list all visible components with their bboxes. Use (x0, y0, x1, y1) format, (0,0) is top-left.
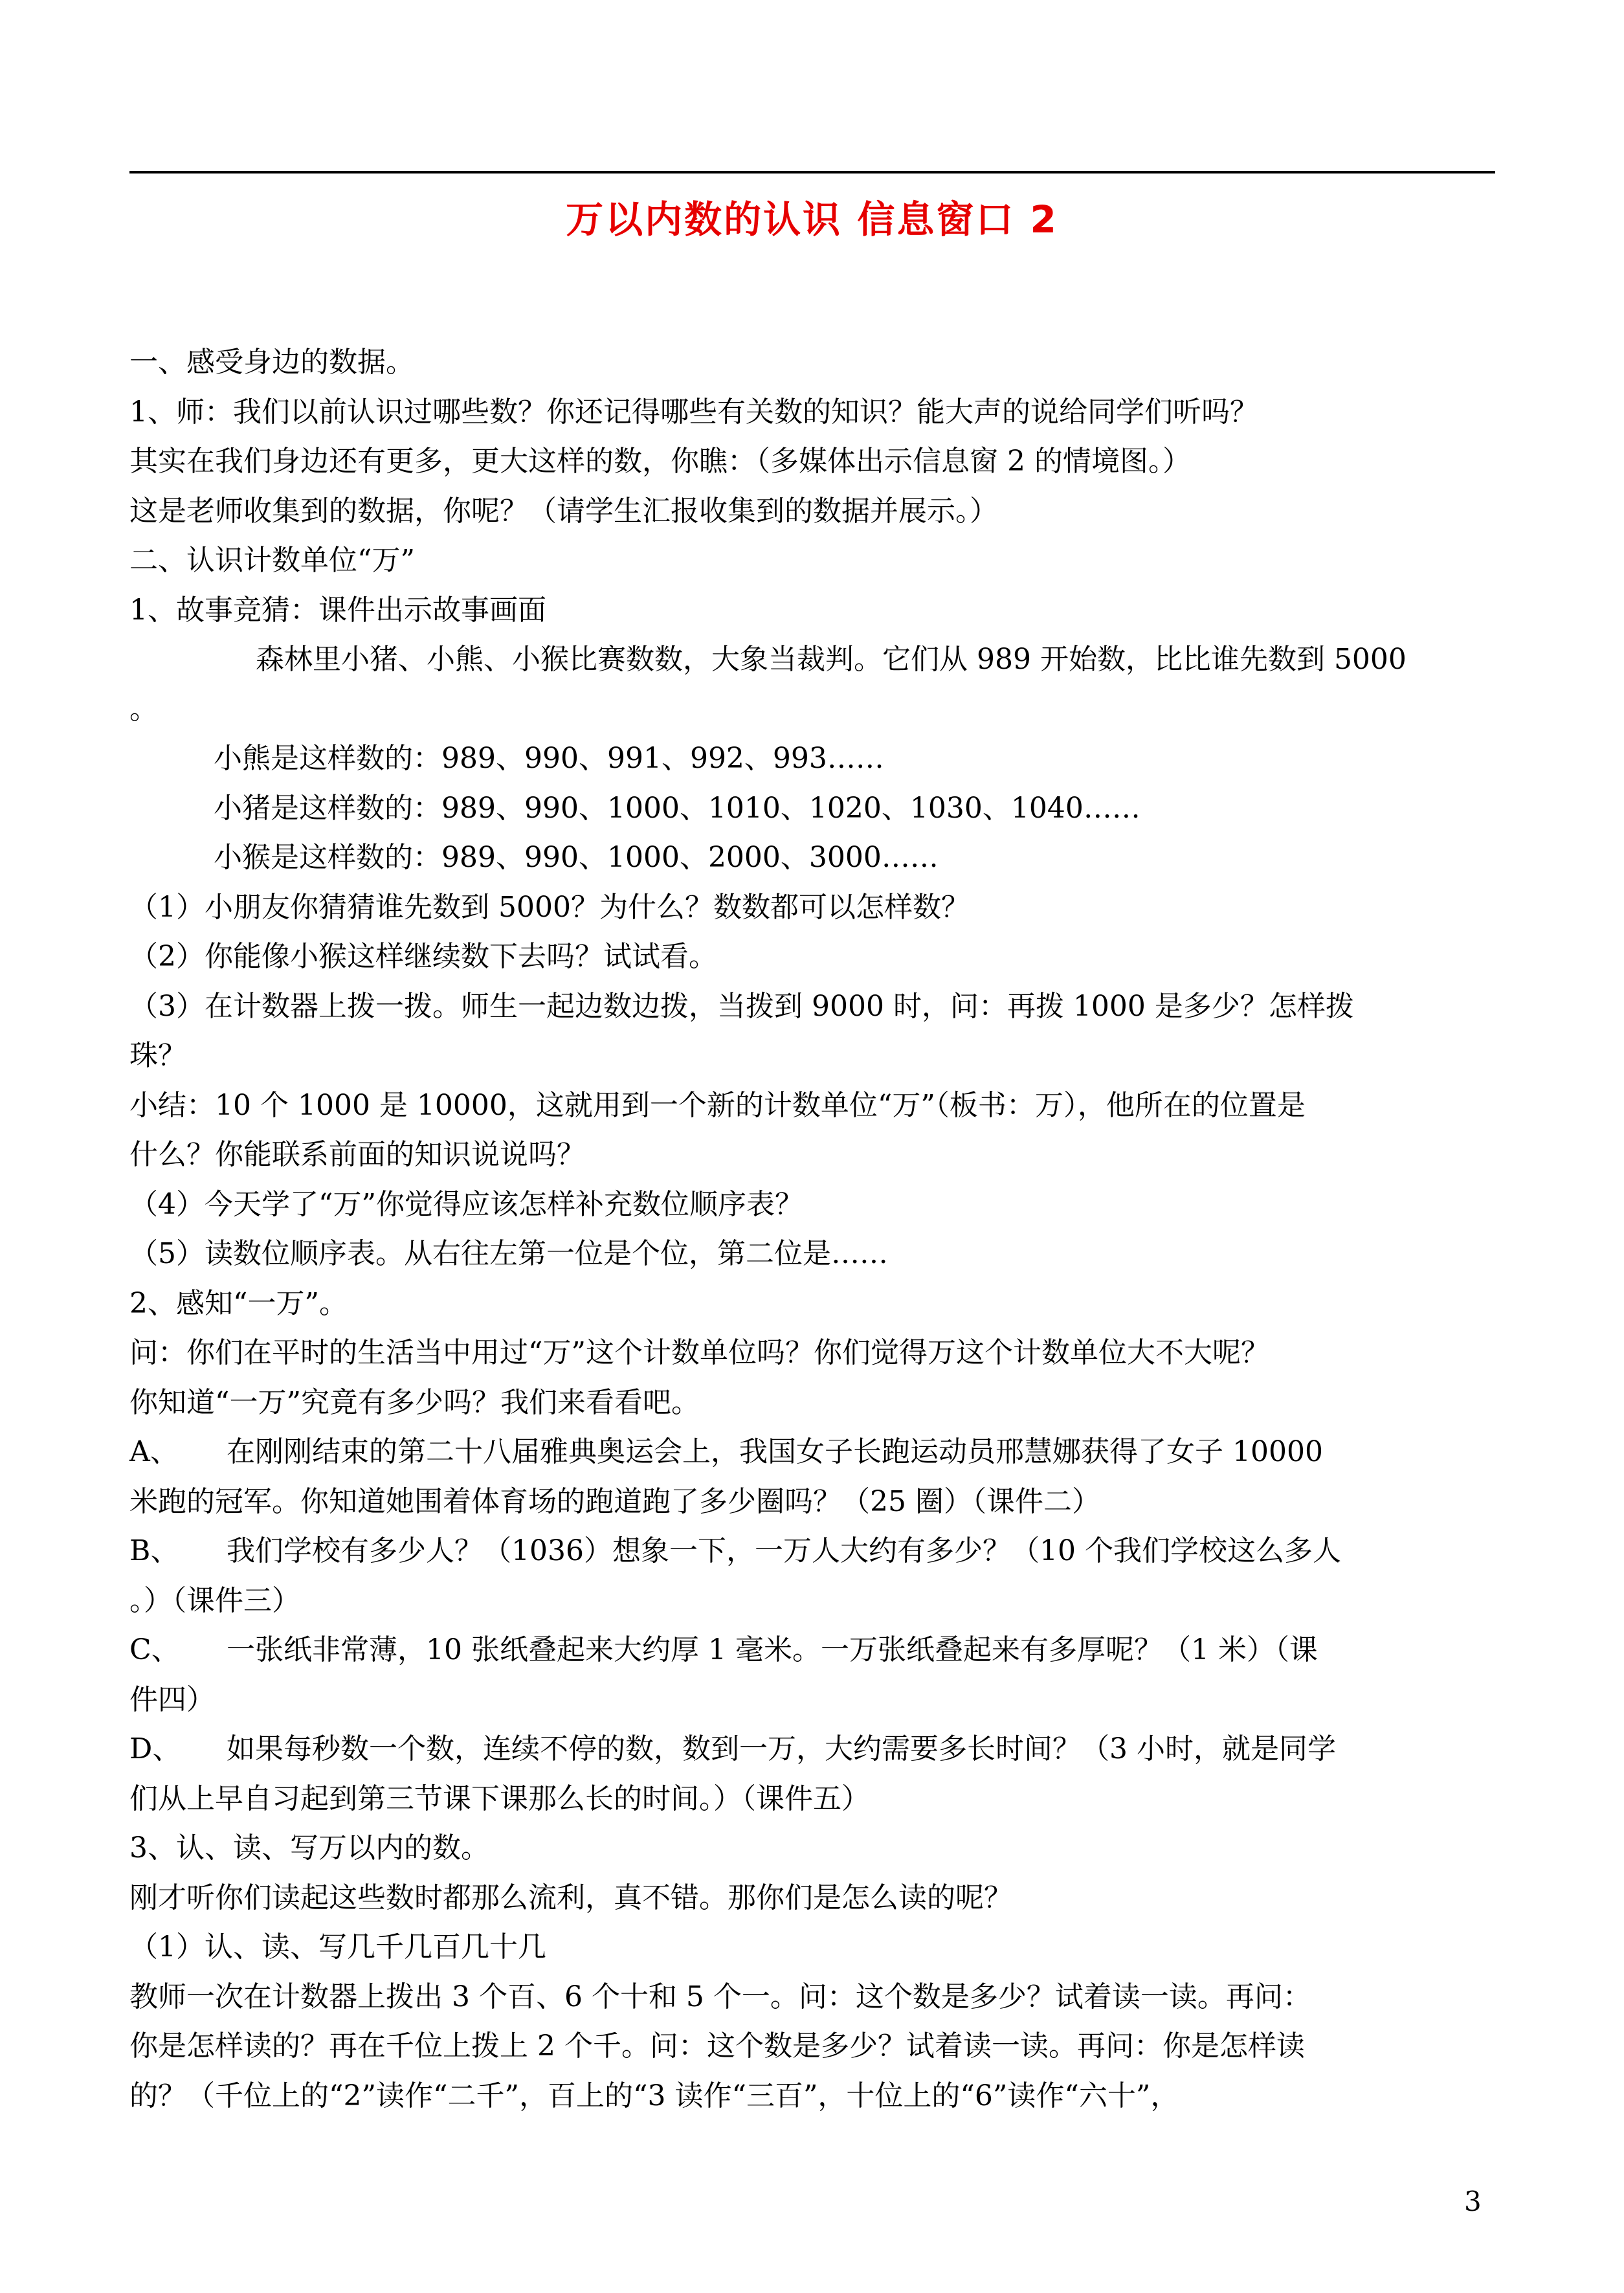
paragraph: 刚才听你们读起这些数时都那么流利，真不错。那你们是怎么读的呢？ (129, 1881, 1012, 1914)
question-item: （4）今天学了“万”你觉得应该怎样补充数位顺序表？ (129, 1187, 803, 1221)
list-item-b: B、 我们学校有多少人？（1036）想象一下，一万人大约有多少？（10 个我们学校这么多人 (129, 1527, 1498, 1576)
page-number: 3 (1464, 2186, 1482, 2217)
paragraph: 其实在我们身边还有更多，更大这样的数，你瞧：（多媒体出示信息窗 2 的情境图。） (129, 445, 1191, 478)
paragraph: 1、故事竞猜：课件出示故事画面 (129, 593, 546, 627)
question-item: （1）认、读、写几千几百几十几 (129, 1930, 546, 1963)
question-item: （1）小朋友你猜猜谁先数到 5000？为什么？数数都可以怎样数？ (129, 890, 970, 924)
summary-paragraph: 小结：10 个 1000 是 10000，这就用到一个新的计数单位“万”（板书：万），他所在的位置是 (129, 1088, 1306, 1122)
count-line-pig: 小猪是这样数的：989、990、1000、1010、1020、1030、1040…… (214, 791, 1140, 825)
document-body (129, 338, 1498, 2121)
section-heading-2: 二、认识计数单位“万” (129, 544, 415, 577)
paragraph: 教师一次在计数器上拨出 3 个百、6 个十和 5 个一。问：这个数是多少？试着读一读。再问： (129, 1980, 1311, 2013)
story-paragraph: 森林里小猪、小熊、小猴比赛数数，大象当裁判。它们从 989 开始数，比比谁先数到 5000 (256, 643, 1407, 676)
list-label: D、 (129, 1732, 181, 1765)
paragraph: 。）（课件三） (129, 1583, 300, 1617)
list-label: B、 (129, 1534, 179, 1567)
document-title: 万以内数的认识 信息窗口 2 (566, 197, 1058, 241)
paragraph: 米跑的冠军。你知道她围着体育场的跑道跑了多少圈吗？（25 圈）（课件二） (129, 1484, 1100, 1518)
paragraph: 们从上早自习起到第三节课下课那么长的时间。）（课件五） (129, 1782, 870, 1815)
question-item: （2）你能像小猴这样继续数下去吗？试试看。 (129, 940, 717, 973)
list-label: C、 (129, 1633, 180, 1666)
count-line-bear: 小熊是这样数的：989、990、991、992、993…… (214, 742, 884, 775)
question-item: （5）读数位顺序表。从右往左第一位是个位，第二位是…… (129, 1237, 888, 1270)
subsection-heading: 3、认、读、写万以内的数。 (129, 1831, 489, 1864)
paragraph: 1、师：我们以前认识过哪些数？你还记得哪些有关数的知识？能大声的说给同学们听吗？ (129, 395, 1258, 429)
list-item-c: C、 一张纸非常薄，10 张纸叠起来大约厚 1 毫米。一万张纸叠起来有多厚呢？（1 米）（课 (129, 1626, 1498, 1675)
section-heading-1: 一、感受身边的数据。 (129, 346, 414, 379)
paragraph: 问：你们在平时的生活当中用过“万”这个计数单位吗？你们觉得万这个计数单位大不大呢？ (129, 1336, 1269, 1369)
paragraph: 的？（千位上的“2”读作“二千”，百上的“3 读作“三百”，十位上的“6”读作“六十”， (129, 2079, 1179, 2112)
list-label: A、 (129, 1435, 179, 1468)
count-line-monkey: 小猴是这样数的：989、990、1000、2000、3000…… (214, 841, 939, 874)
list-item-a: A、 在刚刚结束的第二十八届雅典奥运会上，我国女子长跑运动员邢慧娜获得了女子 10000 (129, 1427, 1498, 1477)
header-rule (129, 171, 1495, 173)
paragraph: 件四） (129, 1683, 215, 1716)
paragraph: 珠？ (129, 1039, 186, 1072)
paragraph: 这是老师收集到的数据，你呢？（请学生汇报收集到的数据并展示。） (129, 494, 998, 528)
paragraph: 。 (129, 692, 158, 726)
question-item: （3）在计数器上拨一拨。师生一起边数边拨，当拨到 9000 时，问：再拨 1000 是多少？怎样拨 (129, 989, 1354, 1023)
list-item-d: D、 如果每秒数一个数，连续不停的数，数到一万，大约需要多长时间？（3 小时，就是同学 (129, 1725, 1498, 1774)
paragraph: 你是怎样读的？再在千位上拨上 2 个千。问：这个数是多少？试着读一读。再问：你是怎样读 (129, 2030, 1305, 2063)
paragraph: 什么？你能联系前面的知识说说吗？ (129, 1138, 585, 1171)
subsection-heading: 2、感知“一万”。 (129, 1286, 348, 1320)
paragraph: 你知道“一万”究竟有多少吗？我们来看看吧。 (129, 1385, 700, 1419)
